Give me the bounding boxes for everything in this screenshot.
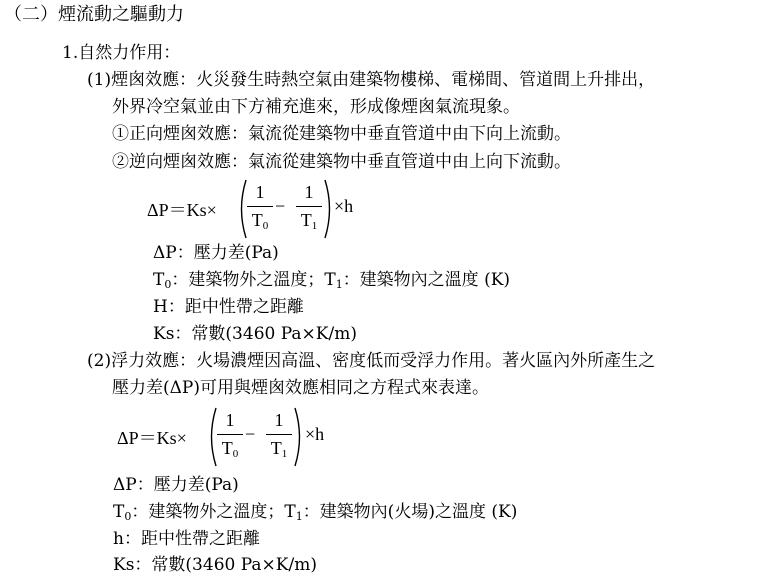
right-paren [293,406,305,468]
buoyancy-effect-para1: (2)浮力效應：火場濃煙因高溫、密度低而受浮力作用。著火區內外所產生之 [87,351,656,371]
fraction1-numerator: 1 [225,410,235,430]
item1-heading: 1.自然力作用： [62,43,181,63]
fraction2-bar [266,434,292,435]
fraction1-bar [217,434,243,435]
buoyancy-effect-para2: 壓力差(ΔP)可用與煙囪效應相同之方程式來表達。 [112,378,489,398]
section-title: （二）煙流動之驅動力 [4,4,184,25]
negative-stack-effect: ②逆向煙囪效應：氣流從建築物中垂直管道中由上向下流動。 [112,152,571,172]
fraction1-bar [247,206,273,207]
fraction1-numerator: 1 [255,182,265,202]
formula-minus: − [275,196,286,216]
fraction2-denominator: $T_1$ [270,438,288,460]
fraction1-denominator: $T_0$ [251,210,269,232]
def-height: H：距中性帶之距離 [153,297,304,317]
def-delta-p: ΔP：壓力差(Pa) [153,243,279,263]
fraction1-denominator: $T_0$ [221,438,239,460]
fraction2-numerator: 1 [304,182,314,202]
def-temperatures: $T_0$：建築物外之溫度；$T_1$：建築物內之溫度 (K) [153,270,511,291]
def-height: h：距中性帶之距離 [113,529,260,549]
fraction2-bar [296,206,322,207]
def-constant: Ks：常數(3460 Pa×K/m) [113,555,317,575]
def-delta-p: ΔP：壓力差(Pa) [113,475,239,495]
fraction2-denominator: $T_1$ [300,210,318,232]
def-constant: Ks：常數(3460 Pa×K/m) [153,324,357,344]
positive-stack-effect: ①正向煙囪效應：氣流從建築物中垂直管道中由下向上流動。 [112,124,571,144]
stack-effect-para2: 外界冷空氣並由下方補充進來，形成像煙囪氣流現象。 [112,97,520,117]
formula-minus: − [245,424,256,444]
formula-lhs: ΔP＝Ks× [117,428,187,448]
formula-rhs: ×h [334,196,354,216]
def-temperatures: $T_0$：建築物外之溫度；$T_1$：建築物內(火場)之溫度 (K) [113,502,518,523]
formula-rhs: ×h [305,424,325,444]
fraction2-numerator: 1 [274,410,284,430]
stack-effect-para1: (1)煙囪效應：火災發生時熱空氣由建築物樓梯、電梯間、管道間上升排出， [87,70,656,90]
formula-lhs: ΔP＝Ks× [147,200,217,220]
